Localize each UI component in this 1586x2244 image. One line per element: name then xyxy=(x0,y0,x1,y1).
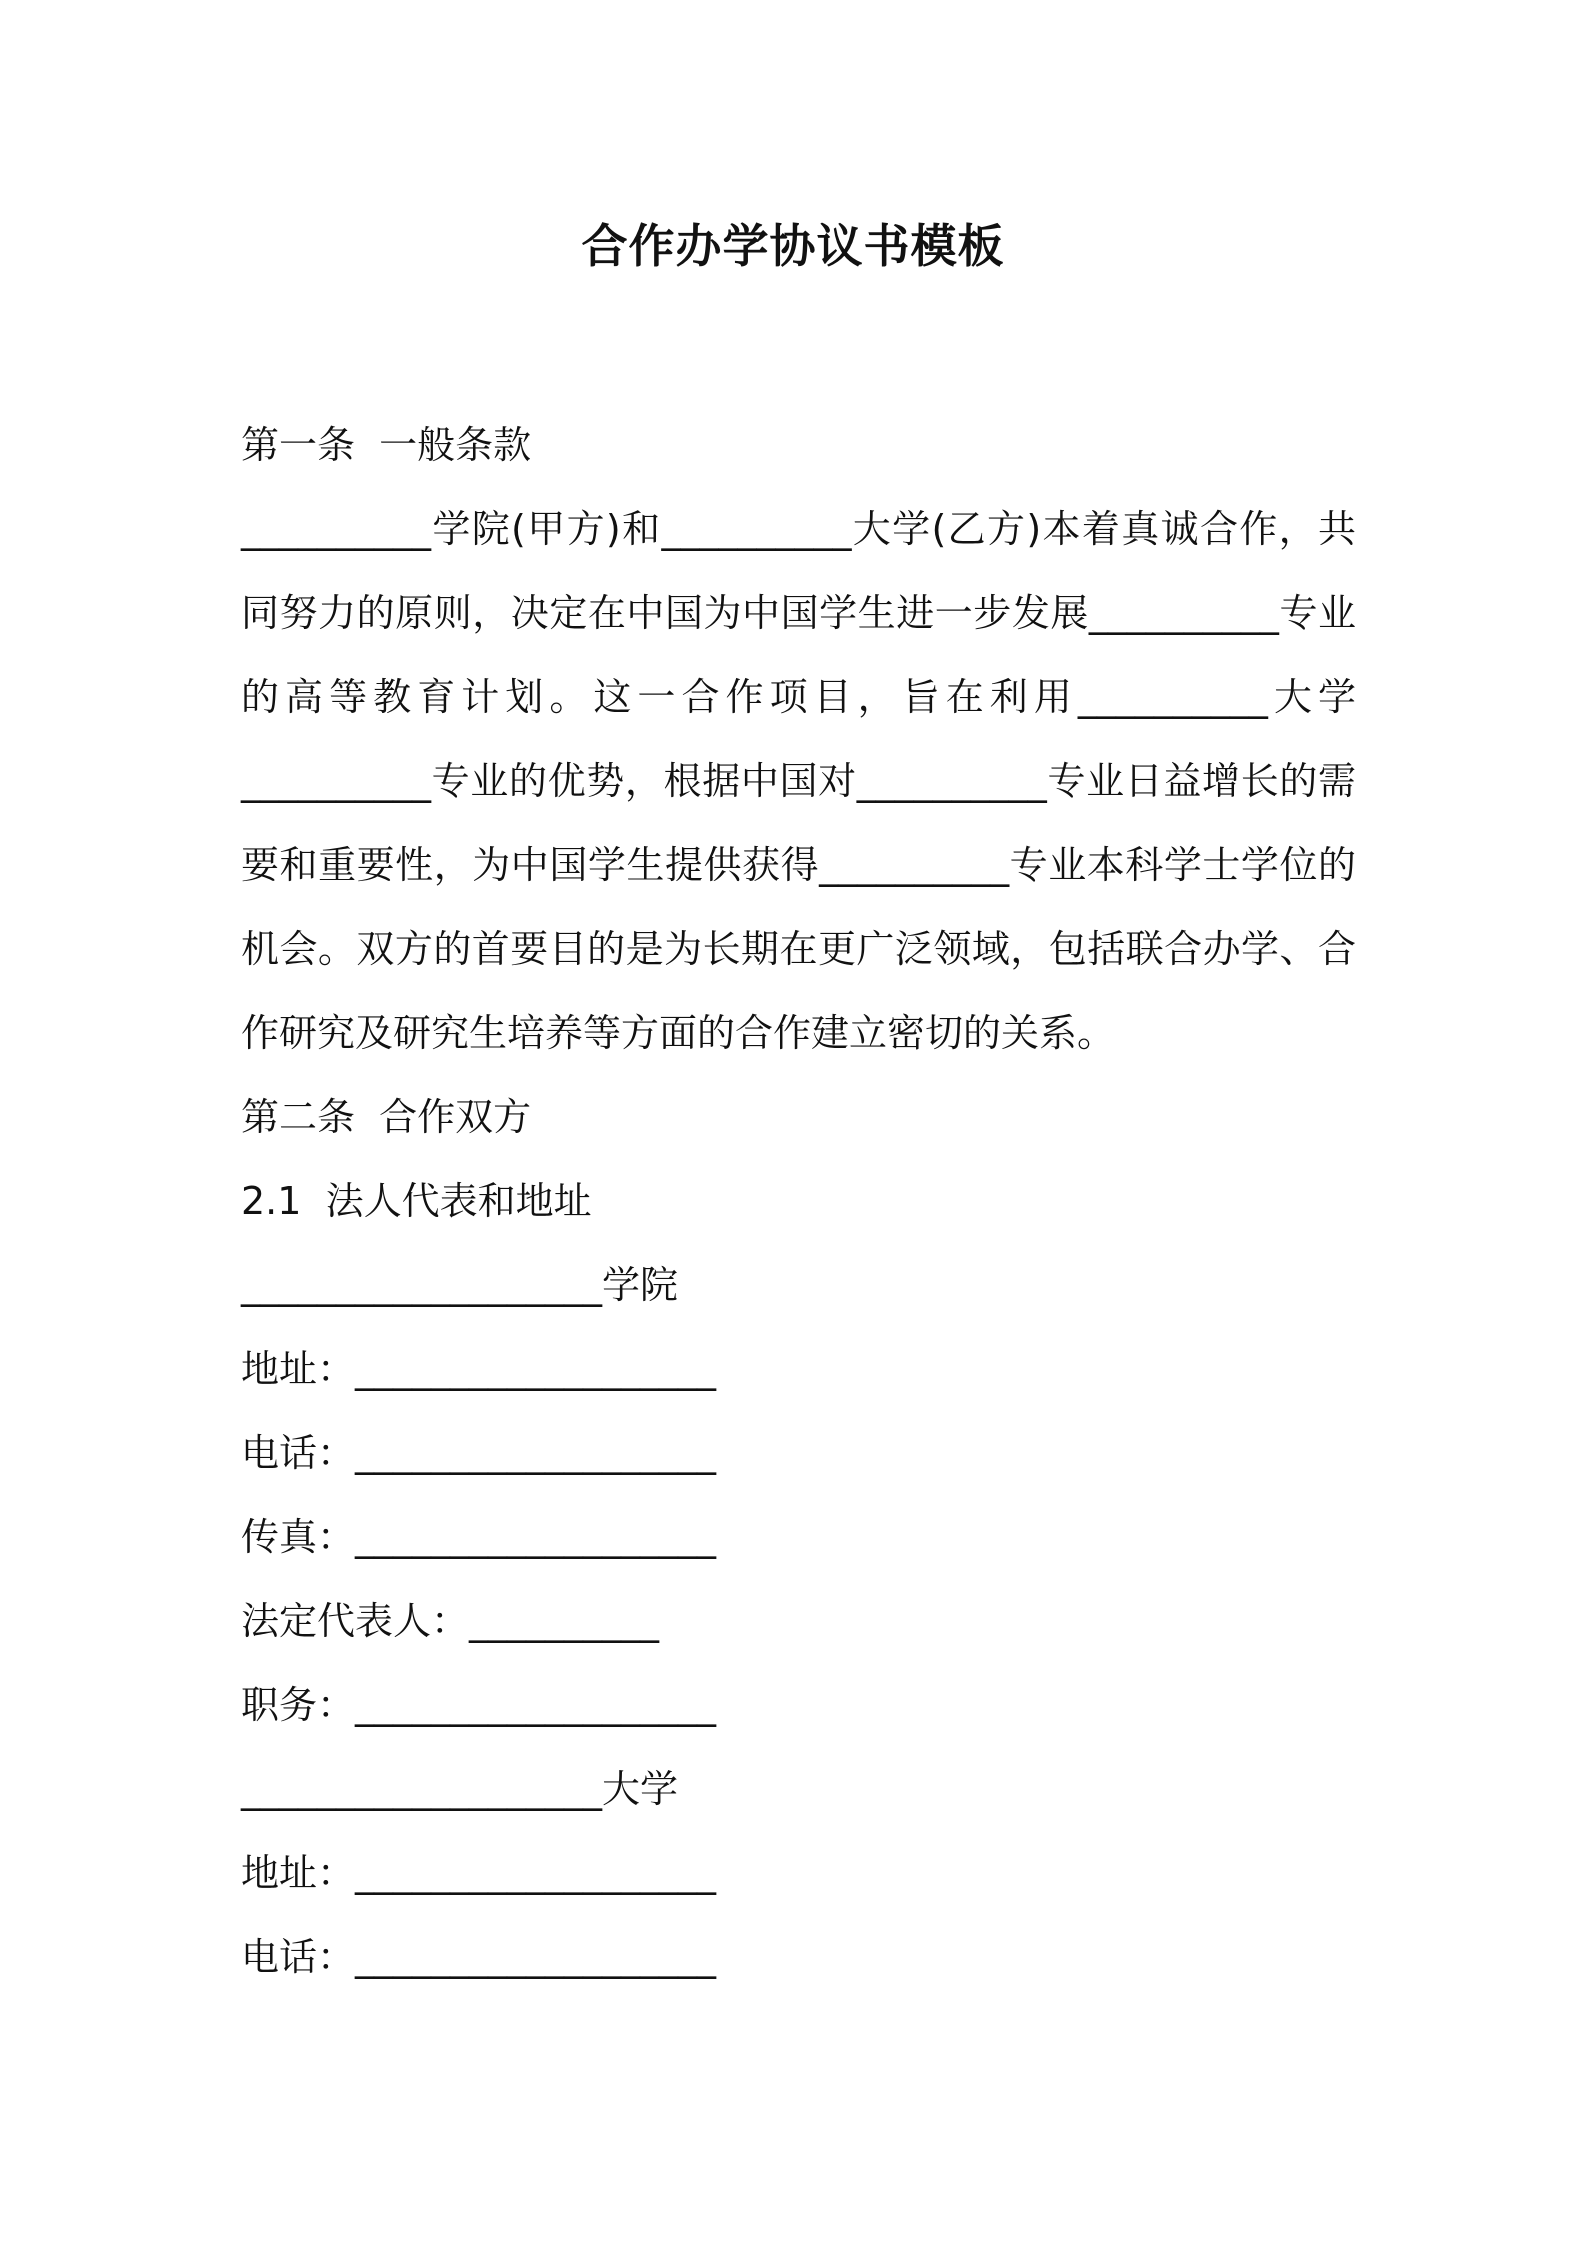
section-2-1-heading: 2.1 法人代表和地址 xyxy=(241,1179,592,1223)
document-body xyxy=(241,403,1356,1999)
party-b-phone: 电话：___________________ xyxy=(241,1935,717,1979)
party-a-fax: 传真：___________________ xyxy=(241,1515,717,1559)
party-a-phone: 电话：___________________ xyxy=(241,1431,717,1475)
document-title: 合作办学协议书模板 xyxy=(581,219,1005,273)
party-a-address: 地址：___________________ xyxy=(241,1347,717,1391)
party-b-name-line: ___________________大学 xyxy=(241,1767,679,1811)
party-a-name-line: ___________________学院 xyxy=(241,1263,679,1307)
article-1-paragraph: __________学院(甲方)和__________大学(乙方)本着真诚合作，共同努力的原则，决定在中国为中国学生进一步发展__________专业的高等教育计划。这一合作项目，旨在利用__________大学__________专业的优势，根据中国对__________专业日益增长的需要和重要性，为中国学生提供获得__________专业本科学士学位的机会。双方的首要目的是为长期在更广泛领域，包括联合办学、合作研究及研究生培养等方面的合作建立密切的关系。 xyxy=(241,507,1356,1055)
party-b-address: 地址：___________________ xyxy=(241,1851,717,1895)
article-1-heading: 第一条 一般条款 xyxy=(241,423,532,467)
article-2-heading: 第二条 合作双方 xyxy=(241,1095,532,1139)
party-a-position: 职务：___________________ xyxy=(241,1683,717,1727)
party-a-legal-rep: 法定代表人：__________ xyxy=(241,1599,660,1643)
